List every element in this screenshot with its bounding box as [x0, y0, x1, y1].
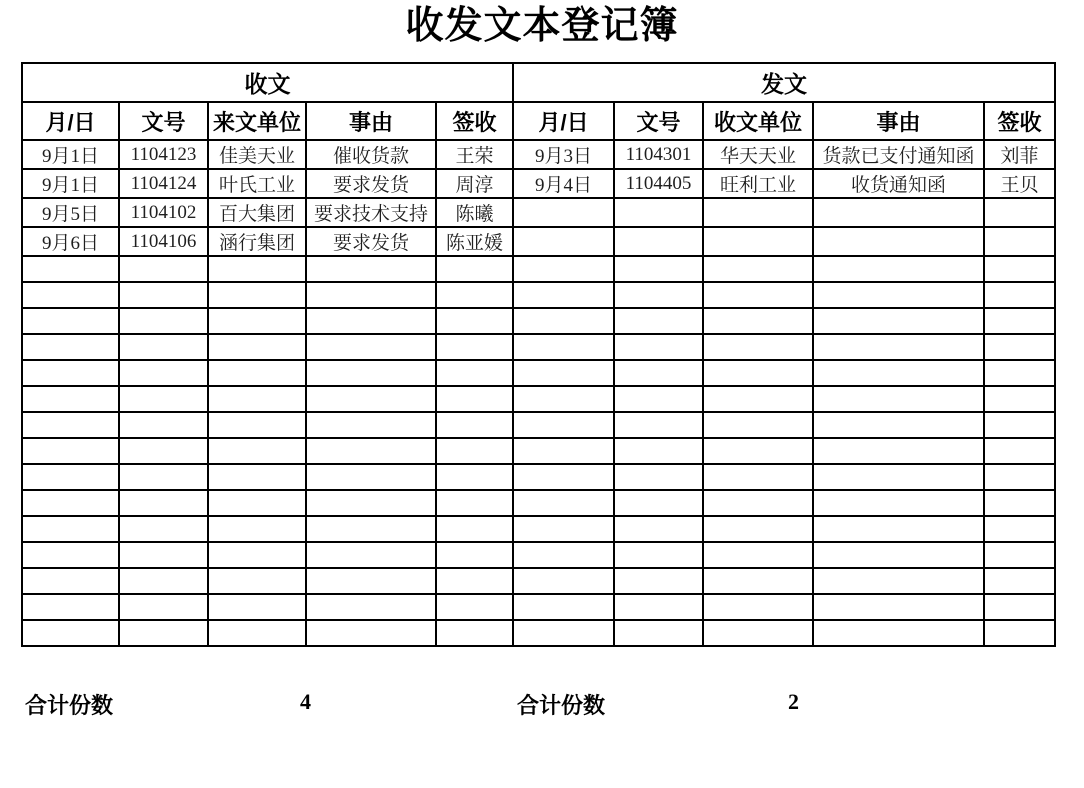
send-subject-cell: 货款已支付通知函	[813, 140, 984, 169]
send-date-cell	[513, 490, 614, 516]
send-unit-cell	[703, 568, 813, 594]
recv-sign-cell	[436, 412, 513, 438]
column-header-recv-unit: 来文单位	[208, 102, 306, 140]
send-doc-no-cell	[614, 227, 703, 256]
column-header-recv-sign: 签收	[436, 102, 513, 140]
send-doc-no-cell: 1104405	[614, 169, 703, 198]
recv-unit-cell: 涵行集团	[208, 227, 306, 256]
send-unit-cell	[703, 490, 813, 516]
column-header-send-date: 月/日	[513, 102, 614, 140]
table-row	[22, 308, 1055, 334]
recv-sign-cell	[436, 516, 513, 542]
recv-subject-cell	[306, 282, 436, 308]
recv-sign-cell: 王荣	[436, 140, 513, 169]
table-row	[22, 412, 1055, 438]
send-unit-cell: 旺利工业	[703, 169, 813, 198]
recv-doc-no-cell	[119, 464, 208, 490]
table-row	[22, 438, 1055, 464]
send-date-cell	[513, 334, 614, 360]
recv-unit-cell	[208, 542, 306, 568]
send-subject-cell	[813, 464, 984, 490]
table-row	[22, 386, 1055, 412]
send-sign-cell	[984, 568, 1055, 594]
recv-unit-cell	[208, 334, 306, 360]
send-subject-cell	[813, 490, 984, 516]
footer-total-label-sent: 合计份数	[517, 693, 606, 718]
recv-subject-cell	[306, 256, 436, 282]
send-unit-cell	[703, 516, 813, 542]
recv-unit-cell	[208, 594, 306, 620]
recv-unit-cell: 百大集团	[208, 198, 306, 227]
recv-doc-no-cell	[119, 256, 208, 282]
send-doc-no-cell	[614, 198, 703, 227]
recv-sign-cell	[436, 490, 513, 516]
table-row	[22, 490, 1055, 516]
send-sign-cell	[984, 360, 1055, 386]
send-date-cell	[513, 464, 614, 490]
recv-date-cell	[22, 438, 119, 464]
send-subject-cell	[813, 568, 984, 594]
recv-date-cell	[22, 568, 119, 594]
send-unit-cell	[703, 227, 813, 256]
recv-date-cell	[22, 360, 119, 386]
send-unit-cell	[703, 438, 813, 464]
recv-subject-cell	[306, 594, 436, 620]
recv-date-cell	[22, 282, 119, 308]
send-unit-cell: 华天天业	[703, 140, 813, 169]
recv-subject-cell: 要求技术支持	[306, 198, 436, 227]
send-date-cell	[513, 308, 614, 334]
recv-doc-no-cell: 1104106	[119, 227, 208, 256]
send-doc-no-cell	[614, 490, 703, 516]
send-subject-cell	[813, 256, 984, 282]
send-unit-cell	[703, 594, 813, 620]
send-sign-cell	[984, 227, 1055, 256]
recv-date-cell	[22, 464, 119, 490]
send-subject-cell	[813, 594, 984, 620]
send-date-cell	[513, 412, 614, 438]
table-row	[22, 594, 1055, 620]
recv-subject-cell	[306, 412, 436, 438]
send-date-cell	[513, 594, 614, 620]
table-row	[22, 620, 1055, 646]
send-unit-cell	[703, 198, 813, 227]
send-doc-no-cell	[614, 464, 703, 490]
send-doc-no-cell	[614, 334, 703, 360]
send-unit-cell	[703, 282, 813, 308]
send-subject-cell	[813, 620, 984, 646]
recv-subject-cell	[306, 334, 436, 360]
recv-date-cell	[22, 490, 119, 516]
recv-unit-cell	[208, 308, 306, 334]
recv-doc-no-cell	[119, 412, 208, 438]
recv-subject-cell: 要求发货	[306, 227, 436, 256]
send-sign-cell: 王贝	[984, 169, 1055, 198]
send-doc-no-cell	[614, 516, 703, 542]
send-sign-cell	[984, 594, 1055, 620]
recv-date-cell	[22, 412, 119, 438]
send-sign-cell	[984, 282, 1055, 308]
column-header-row	[22, 102, 1055, 140]
send-subject-cell	[813, 227, 984, 256]
send-doc-no-cell	[614, 412, 703, 438]
recv-subject-cell: 催收货款	[306, 140, 436, 169]
recv-sign-cell	[436, 438, 513, 464]
send-sign-cell	[984, 620, 1055, 646]
send-sign-cell: 刘菲	[984, 140, 1055, 169]
recv-date-cell	[22, 542, 119, 568]
recv-sign-cell	[436, 334, 513, 360]
recv-subject-cell	[306, 386, 436, 412]
send-sign-cell	[984, 308, 1055, 334]
table-body	[22, 140, 1055, 646]
table-row	[22, 198, 1055, 227]
send-sign-cell	[984, 438, 1055, 464]
send-subject-cell	[813, 516, 984, 542]
recv-subject-cell	[306, 464, 436, 490]
send-doc-no-cell	[614, 542, 703, 568]
send-sign-cell	[984, 412, 1055, 438]
recv-sign-cell	[436, 542, 513, 568]
table-row	[22, 140, 1055, 169]
send-date-cell	[513, 256, 614, 282]
recv-unit-cell	[208, 386, 306, 412]
recv-doc-no-cell	[119, 438, 208, 464]
recv-doc-no-cell	[119, 490, 208, 516]
send-unit-cell	[703, 620, 813, 646]
send-subject-cell	[813, 334, 984, 360]
recv-sign-cell: 周淳	[436, 169, 513, 198]
recv-subject-cell	[306, 516, 436, 542]
recv-subject-cell	[306, 542, 436, 568]
recv-doc-no-cell	[119, 308, 208, 334]
recv-doc-no-cell	[119, 542, 208, 568]
footer-total-value-sent: 2	[788, 689, 799, 714]
send-subject-cell	[813, 360, 984, 386]
recv-subject-cell	[306, 568, 436, 594]
recv-subject-cell: 要求发货	[306, 169, 436, 198]
send-date-cell	[513, 198, 614, 227]
recv-date-cell	[22, 386, 119, 412]
table-row	[22, 542, 1055, 568]
send-unit-cell	[703, 256, 813, 282]
send-subject-cell	[813, 386, 984, 412]
recv-sign-cell	[436, 308, 513, 334]
send-doc-no-cell	[614, 282, 703, 308]
send-sign-cell	[984, 490, 1055, 516]
recv-sign-cell	[436, 360, 513, 386]
send-unit-cell	[703, 412, 813, 438]
column-header-send-doc-no: 文号	[614, 102, 703, 140]
footer-total-label-received: 合计份数	[25, 693, 114, 718]
send-unit-cell	[703, 464, 813, 490]
register-table	[21, 62, 1056, 647]
recv-sign-cell: 陈亚媛	[436, 227, 513, 256]
send-subject-cell: 收货通知函	[813, 169, 984, 198]
section-header-sent: 发文	[513, 63, 1055, 102]
page-title: 收发文本登记簿	[405, 5, 679, 47]
recv-sign-cell	[436, 594, 513, 620]
recv-date-cell: 9月6日	[22, 227, 119, 256]
footer-total-value-received: 4	[300, 689, 311, 714]
table-row	[22, 516, 1055, 542]
send-subject-cell	[813, 438, 984, 464]
recv-sign-cell	[436, 256, 513, 282]
recv-date-cell: 9月1日	[22, 140, 119, 169]
send-sign-cell	[984, 542, 1055, 568]
table-row	[22, 334, 1055, 360]
recv-doc-no-cell	[119, 386, 208, 412]
recv-date-cell	[22, 516, 119, 542]
recv-unit-cell	[208, 516, 306, 542]
table-row	[22, 464, 1055, 490]
send-date-cell	[513, 516, 614, 542]
recv-doc-no-cell	[119, 594, 208, 620]
send-doc-no-cell	[614, 594, 703, 620]
send-unit-cell	[703, 386, 813, 412]
recv-unit-cell	[208, 282, 306, 308]
table-row	[22, 282, 1055, 308]
recv-sign-cell: 陈曦	[436, 198, 513, 227]
send-sign-cell	[984, 198, 1055, 227]
send-subject-cell	[813, 282, 984, 308]
recv-subject-cell	[306, 308, 436, 334]
recv-doc-no-cell	[119, 516, 208, 542]
send-date-cell	[513, 227, 614, 256]
recv-subject-cell	[306, 490, 436, 516]
recv-sign-cell	[436, 620, 513, 646]
recv-date-cell	[22, 594, 119, 620]
table-row	[22, 169, 1055, 198]
recv-doc-no-cell	[119, 334, 208, 360]
recv-doc-no-cell	[119, 360, 208, 386]
recv-unit-cell	[208, 490, 306, 516]
recv-unit-cell: 叶氏工业	[208, 169, 306, 198]
send-date-cell: 9月3日	[513, 140, 614, 169]
send-sign-cell	[984, 386, 1055, 412]
recv-unit-cell	[208, 438, 306, 464]
column-header-recv-date: 月/日	[22, 102, 119, 140]
send-date-cell	[513, 386, 614, 412]
send-date-cell	[513, 568, 614, 594]
send-date-cell	[513, 620, 614, 646]
recv-unit-cell	[208, 360, 306, 386]
recv-sign-cell	[436, 282, 513, 308]
recv-doc-no-cell: 1104123	[119, 140, 208, 169]
recv-sign-cell	[436, 464, 513, 490]
send-unit-cell	[703, 334, 813, 360]
send-sign-cell	[984, 256, 1055, 282]
send-doc-no-cell	[614, 256, 703, 282]
send-doc-no-cell	[614, 438, 703, 464]
recv-doc-no-cell	[119, 568, 208, 594]
send-date-cell	[513, 438, 614, 464]
recv-sign-cell	[436, 568, 513, 594]
send-doc-no-cell	[614, 386, 703, 412]
send-unit-cell	[703, 308, 813, 334]
table-row	[22, 568, 1055, 594]
send-subject-cell	[813, 412, 984, 438]
send-sign-cell	[984, 464, 1055, 490]
recv-date-cell	[22, 620, 119, 646]
recv-subject-cell	[306, 360, 436, 386]
table-row	[22, 227, 1055, 256]
column-header-send-sign: 签收	[984, 102, 1055, 140]
recv-unit-cell	[208, 256, 306, 282]
column-header-send-unit: 收文单位	[703, 102, 813, 140]
recv-date-cell	[22, 334, 119, 360]
recv-sign-cell	[436, 386, 513, 412]
recv-doc-no-cell: 1104124	[119, 169, 208, 198]
send-doc-no-cell	[614, 360, 703, 386]
recv-date-cell: 9月5日	[22, 198, 119, 227]
send-date-cell	[513, 282, 614, 308]
send-subject-cell	[813, 198, 984, 227]
recv-subject-cell	[306, 620, 436, 646]
send-unit-cell	[703, 542, 813, 568]
send-date-cell	[513, 542, 614, 568]
section-header-row	[22, 63, 1055, 102]
send-sign-cell	[984, 334, 1055, 360]
section-header-received: 收文	[22, 63, 513, 102]
column-header-recv-doc-no: 文号	[119, 102, 208, 140]
recv-unit-cell	[208, 412, 306, 438]
send-unit-cell	[703, 360, 813, 386]
send-date-cell: 9月4日	[513, 169, 614, 198]
recv-doc-no-cell	[119, 620, 208, 646]
send-doc-no-cell	[614, 308, 703, 334]
recv-doc-no-cell: 1104102	[119, 198, 208, 227]
column-header-send-subject: 事由	[813, 102, 984, 140]
recv-doc-no-cell	[119, 282, 208, 308]
send-doc-no-cell	[614, 620, 703, 646]
recv-date-cell	[22, 308, 119, 334]
recv-unit-cell: 佳美天业	[208, 140, 306, 169]
send-subject-cell	[813, 308, 984, 334]
recv-unit-cell	[208, 464, 306, 490]
send-sign-cell	[984, 516, 1055, 542]
send-subject-cell	[813, 542, 984, 568]
send-date-cell	[513, 360, 614, 386]
table-row	[22, 360, 1055, 386]
table-row	[22, 256, 1055, 282]
send-doc-no-cell	[614, 568, 703, 594]
recv-unit-cell	[208, 568, 306, 594]
column-header-recv-subject: 事由	[306, 102, 436, 140]
send-doc-no-cell: 1104301	[614, 140, 703, 169]
recv-unit-cell	[208, 620, 306, 646]
recv-subject-cell	[306, 438, 436, 464]
recv-date-cell: 9月1日	[22, 169, 119, 198]
recv-date-cell	[22, 256, 119, 282]
